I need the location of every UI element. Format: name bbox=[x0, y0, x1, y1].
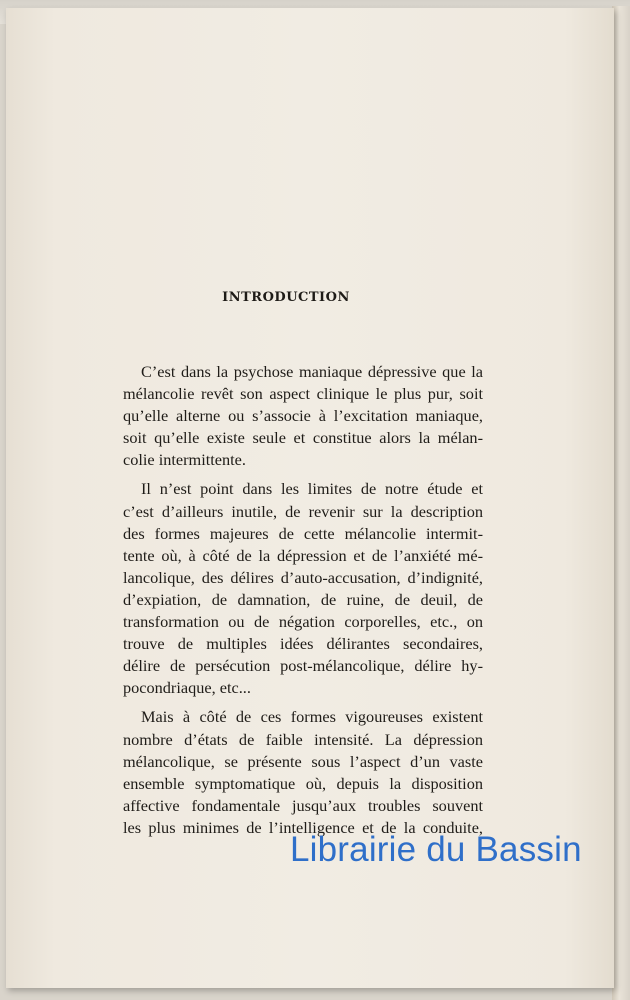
text-line: des formes majeures de cette mélancolie intermit- bbox=[123, 523, 483, 543]
text-line: Mais à côté de ces formes vigoureuses existent bbox=[141, 707, 483, 727]
text-line: soit qu’elle existe seule et constitue alors la mélan- bbox=[123, 428, 483, 448]
text-line: C’est dans la psychose maniaque dépressive que la bbox=[141, 362, 483, 381]
text-line: pocondriaque, etc... bbox=[123, 678, 251, 698]
text-line: ensemble symptomatique où, depuis la disposition bbox=[123, 773, 483, 793]
text-line: lancolique, des délires d’auto-accusation, d’indignité, bbox=[123, 567, 483, 587]
text-line: trouve de multiples idées délirantes secondaires, bbox=[123, 634, 483, 654]
text-line: affective fondamentale jusqu’aux troubles souvent bbox=[123, 795, 483, 815]
paragraph-3 bbox=[123, 706, 483, 839]
text-line: qu’elle alterne ou s’associe à l’excitation maniaque, bbox=[123, 406, 483, 426]
paragraph-1 bbox=[123, 361, 483, 471]
text-line: d’expiation, de damnation, de ruine, de deuil, de bbox=[123, 589, 483, 609]
paragraph-2 bbox=[123, 478, 483, 699]
text-line: transformation ou de négation corporelles, etc., on bbox=[123, 612, 483, 632]
text-line: tente où, à côté de la dépression et de l’anxiété mé- bbox=[123, 545, 483, 565]
text-line: délire de persécution post-mélancolique, délire hy- bbox=[123, 656, 483, 676]
text-line: mélancolie revêt son aspect clinique le plus pur, soit bbox=[123, 384, 483, 404]
text-line: les plus minimes de l’intelligence et de la conduite, bbox=[123, 817, 483, 837]
text-line: Il n’est point dans les limites de notre étude et bbox=[141, 479, 483, 499]
watermark-text: Librairie du Bassin bbox=[290, 830, 582, 869]
page-title: INTRODUCTION bbox=[222, 290, 350, 305]
text-line: colie intermittente. bbox=[123, 450, 246, 470]
text-line: c’est d’ailleurs inutile, de revenir sur la description bbox=[123, 501, 483, 521]
page-edge bbox=[612, 6, 630, 1000]
body-text bbox=[123, 361, 483, 846]
text-line: nombre d’états de faible intensité. La dépression bbox=[123, 729, 483, 749]
text-line: mélancolique, se présente sous l’aspect d’un vaste bbox=[123, 751, 483, 771]
